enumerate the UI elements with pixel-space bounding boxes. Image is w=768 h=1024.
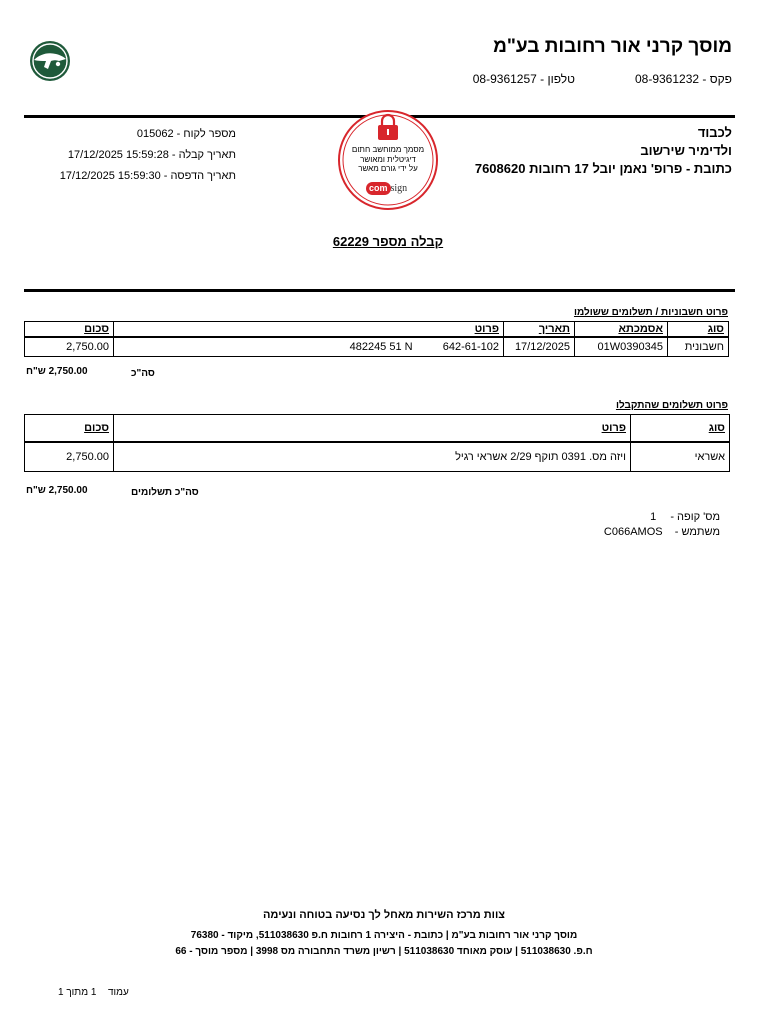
title-divider	[24, 289, 735, 292]
print-date-row	[50, 166, 236, 187]
phone-number: 08-9361257	[472, 72, 537, 86]
col-amount: סכום	[25, 322, 114, 338]
customer-number-row	[50, 124, 236, 145]
footer-registration: ח.פ. 511038630 | עוסק מאוחד 511038630 | רשיון משרד התחבורה מס 3998 | מספר מוסך - 66	[175, 946, 593, 957]
receipt-time: 15:59:28	[126, 149, 169, 161]
register-number: 1	[650, 511, 657, 523]
stamp-line-3: על ידי גורם מאשר	[358, 164, 418, 173]
stamp-text	[337, 145, 439, 174]
footer-slogan: צוות מרכז השירות מאחל לך נסיעה בטוחה ונעימה	[263, 909, 505, 921]
invoices-total: 2,750.00 ש"ח	[26, 366, 88, 377]
recipient-address: כתובת - פרופ' נאמן יובל 17 רחובות 7608620	[474, 161, 732, 176]
cell-type: אשראי	[631, 442, 730, 472]
user-code: C066AMOS	[603, 526, 663, 538]
cell-amount: 2,750.00	[25, 337, 114, 357]
page-number	[58, 987, 129, 998]
payments-header-row	[25, 415, 730, 443]
user-row	[604, 526, 720, 538]
invoices-table	[24, 321, 729, 357]
payments-table	[24, 414, 730, 472]
payments-total-label: סה"כ תשלומים	[131, 487, 199, 498]
receipt-title: קבלה מספר 62229	[332, 234, 444, 249]
cell-date: 17/12/2025	[504, 337, 575, 357]
cell-detail-extra: 482245 51 N	[349, 341, 413, 353]
receipt-date-label: תאריך קבלה -	[171, 149, 236, 161]
stamp-line-2: דיגיטלית ומאושר	[360, 154, 416, 164]
document-meta	[50, 124, 236, 187]
cell-amount: 2,750.00	[66, 451, 109, 463]
phone-label: טלפון -	[540, 72, 575, 86]
payments-section-title: פרוט תשלומים שהתקבלו	[615, 400, 728, 411]
user-label: משתמש -	[674, 526, 720, 538]
print-time: 15:59:30	[117, 170, 161, 182]
recipient-salutation: לכבוד	[697, 125, 732, 140]
table-row	[25, 442, 730, 472]
stamp-line-1: מסמך ממוחשב חתום	[351, 145, 425, 154]
company-name: מוסך קרני אור רחובות בע"מ	[493, 36, 732, 57]
fax-label: פקס -	[702, 72, 732, 86]
customer-number-label: מספר לקוח -	[176, 128, 236, 140]
col-type: סוג	[668, 322, 729, 338]
invoices-header-row	[25, 322, 729, 338]
register-row	[650, 511, 720, 523]
page-current: 1	[90, 987, 97, 998]
cell-detail-code: 642-61-102	[442, 341, 499, 353]
col-amount: סכום	[25, 415, 114, 443]
comsign-sign: sign	[390, 183, 408, 194]
recipient-block	[475, 124, 732, 178]
table-row	[25, 337, 729, 357]
page-total: מתוך 1	[58, 987, 89, 998]
customer-number: 015062	[136, 128, 174, 140]
page-label: עמוד	[107, 987, 129, 998]
receipt-date: 17/12/2025	[67, 149, 123, 161]
digital-signature-stamp	[337, 109, 439, 211]
cell-type: חשבונית	[668, 337, 729, 357]
cell-detail	[114, 337, 504, 357]
col-reference: אסמכתא	[575, 322, 668, 338]
invoices-section-title: פרוט חשבוניות / תשלומים ששולמו	[573, 307, 728, 318]
col-detail: פרוט	[114, 322, 504, 338]
print-date-label: תאריך הדפסה -	[163, 170, 236, 182]
fax-line	[635, 72, 732, 86]
comsign-logo	[366, 178, 407, 192]
footer-company-address: מוסך קרני אור רחובות בע"מ | כתובת - היצירה 1 רחובות ח.פ 511038630, מיקוד - 76380	[190, 930, 578, 941]
cell-detail: ויזה מס. 0391 תוקף 2/29 אשראי רגיל	[114, 442, 631, 472]
recipient-name: ולדימיר שירשוב	[640, 143, 732, 158]
invoices-total-label: סה"כ	[131, 368, 155, 379]
col-date: תאריך	[504, 322, 575, 338]
payments-total: 2,750.00 ש"ח	[26, 485, 88, 496]
comsign-com: com	[366, 182, 391, 195]
register-label: מס' קופה -	[670, 511, 720, 523]
print-date: 17/12/2025	[59, 170, 115, 182]
cell-reference: 01W0390345	[575, 337, 668, 357]
skoda-logo-icon	[26, 40, 74, 82]
phone-line	[473, 72, 575, 86]
col-detail: פרוט	[114, 415, 631, 443]
receipt-date-row	[50, 145, 236, 166]
col-type: סוג	[631, 415, 730, 443]
fax-number: 08-9361232	[634, 72, 700, 86]
